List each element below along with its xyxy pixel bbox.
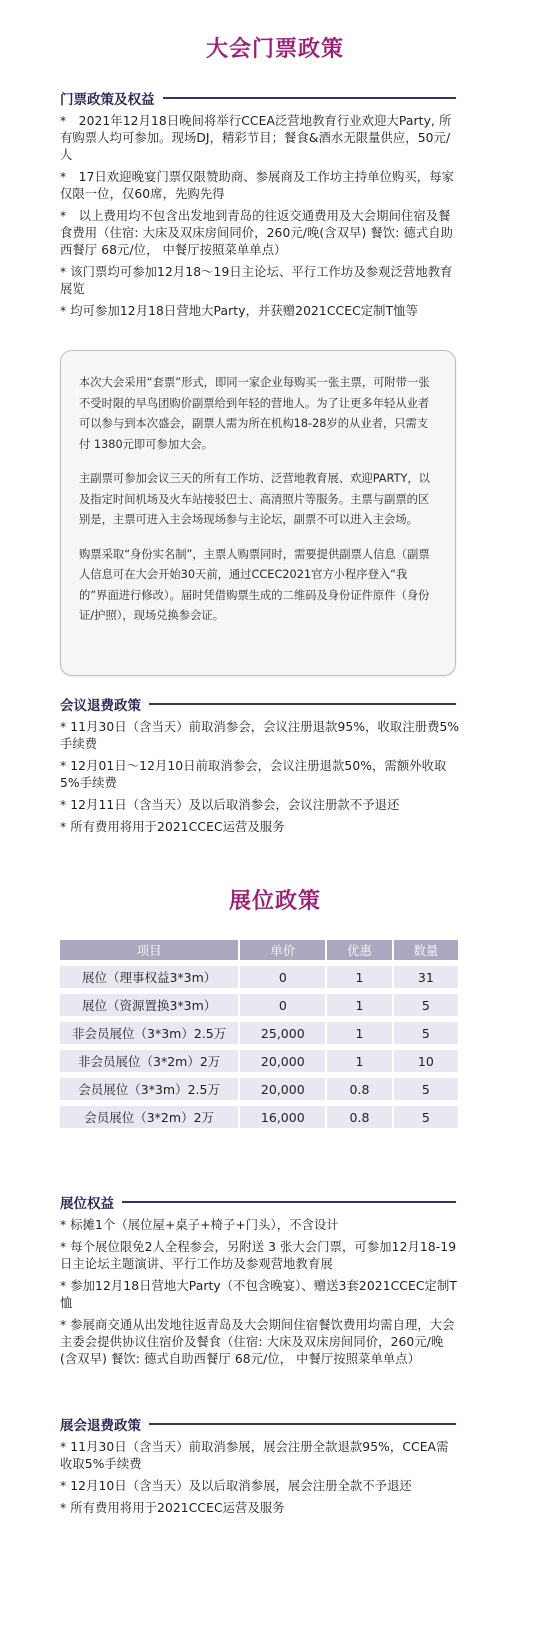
info-paragraph: 主副票可参加会议三天的所有工作坊、泛营地教育展、欢迎PARTY，以及指定时间机场及火车站接驳巴士、高清照片等服务。主票与副票的区别是，主票可进入主会场现场参与主论坛，副票不可以进入主会场。 [79, 472, 430, 526]
table-cell: 5 [392, 1022, 458, 1044]
table-row [60, 1022, 458, 1044]
table-cell: 1 [325, 994, 391, 1016]
list-item: * 11月30日（含当天）前取消参会，会议注册退款95%，收取注册费5%手续费 [60, 720, 460, 751]
package-ticket-info-box [60, 350, 456, 676]
list-item: * 12月10日（含当天）及以后取消参展，展会注册全款不予退还 [60, 1479, 412, 1493]
table-row [60, 1078, 458, 1100]
list-item: * 12月01日～12月10日前取消参会，会议注册退款50%，需额外收取5%手续费 [60, 759, 447, 790]
table-cell: 20,000 [238, 1050, 325, 1072]
list-item: * 以上费用均不包含出发地到青岛的往返交通费用及大会期间住宿及餐食费用（住宿: 大床及双床房间同价，260元/晚(含双早) 餐饮: 德式自助西餐厅 68元/位， 中餐厅按照菜单单点） [60, 209, 454, 257]
expo-refund-heading-label: 展会退费政策 [60, 1418, 141, 1434]
table-row [60, 994, 458, 1016]
info-paragraph: 本次大会采用“套票”形式，即同一家企业每购买一张主票，可附带一张不受时限的早鸟团购价副票给到年轻的营地人。为了让更多年轻从业者可以参与到本次盛会，副票人需为所在机构18-28岁的从业者，只需支付 1380元即可参加大会。 [79, 376, 430, 451]
table-cell: 0.8 [325, 1078, 391, 1100]
table-cell: 0 [238, 994, 325, 1016]
table-cell: 1 [325, 1022, 391, 1044]
column-header-item: 项目 [60, 940, 238, 960]
table-cell: 25,000 [238, 1022, 325, 1044]
table-cell: 会员展位（3*2m）2万 [60, 1106, 238, 1128]
list-item: * 每个展位限免2人全程参会，另附送 3 张大会门票，可参加12月18-19日主论坛主题演讲、平行工作坊及参观营地教育展 [60, 1240, 457, 1271]
table-cell: 非会员展位（3*3m）2.5万 [60, 1022, 238, 1044]
table-cell: 5 [392, 1106, 458, 1128]
meeting-refund-heading-label: 会议退费政策 [60, 698, 141, 714]
booth-rights-heading-label: 展位权益 [60, 1196, 114, 1212]
ticket-policy-list [60, 113, 460, 325]
table-header-row [60, 940, 458, 960]
column-header-discount: 优惠 [325, 940, 391, 960]
booth-rights-heading [60, 1192, 456, 1212]
table-cell: 展位（资源置换3*3m） [60, 994, 238, 1016]
booth-policy-title: 展位政策 [228, 889, 321, 914]
list-item: * 均可参加12月18日营地大Party，并获赠2021CCEC定制T恤等 [60, 304, 418, 318]
expo-refund-heading [60, 1414, 456, 1434]
list-item: * 该门票均可参加12月18～19日主论坛、平行工作坊及参观泛营地教育展览 [60, 265, 453, 296]
list-item: * 参展商交通从出发地往返青岛及大会期间住宿餐饮费用均需自理，大会主委会提供协议住宿价及餐食（住宿: 大床及双床房间同价，260元/晚(含双早) 餐饮: 德式自助西餐厅 68元/位， 中餐厅按照菜单单点） [60, 1318, 455, 1366]
list-item: * 所有费用将用于2021CCEC运营及服务 [60, 1501, 285, 1515]
heading-divider [149, 703, 456, 705]
heading-divider [122, 1201, 456, 1203]
list-item: * 2021年12月18日晚间将举行CCEA泛营地教育行业欢迎大Party, 所有购票人均可参加。现场DJ，精彩节目；餐食&酒水无限量供应，50元/人 [60, 114, 452, 162]
heading-divider [163, 97, 457, 99]
table-cell: 16,000 [238, 1106, 325, 1128]
table-row [60, 1106, 458, 1128]
table-cell: 5 [392, 1078, 458, 1100]
booth-price-table [60, 934, 458, 1134]
info-paragraph: 购票采取“身份实名制”，主票人购票同时，需要提供副票人信息（副票人信息可在大会开始30天前，通过CCEC2021官方小程序登入“我的”界面进行修改）。届时凭借购票生成的二维码及身份证件原件（身份证/护照），现场兑换参会证。 [79, 547, 430, 622]
column-header-price: 单价 [238, 940, 325, 960]
ticket-policy-title: 大会门票政策 [205, 37, 344, 62]
table-cell: 20,000 [238, 1078, 325, 1100]
table-cell: 1 [325, 1050, 391, 1072]
table-row [60, 1050, 458, 1072]
table-cell: 非会员展位（3*2m）2万 [60, 1050, 238, 1072]
heading-divider [149, 1423, 456, 1425]
table-cell: 展位（理事权益3*3m） [60, 966, 238, 988]
table-cell: 1 [325, 966, 391, 988]
list-item: * 11月30日（含当天）前取消参展，展会注册全款退款95%，CCEA需收取5%手续费 [60, 1440, 449, 1471]
meeting-refund-heading [60, 694, 456, 714]
meeting-refund-list [60, 719, 460, 841]
booth-rights-list [60, 1217, 460, 1373]
table-cell: 会员展位（3*3m）2.5万 [60, 1078, 238, 1100]
ticket-policy-heading [60, 88, 456, 108]
list-item: * 参加12月18日营地大Party（不包含晚宴）、赠送3套2021CCEC定制T恤 [60, 1279, 457, 1310]
list-item: * 17日欢迎晚宴门票仅限赞助商、参展商及工作坊主持单位购买，每家仅限一位，仅60席，先购先得 [60, 170, 455, 201]
column-header-quantity: 数量 [392, 940, 458, 960]
list-item: * 12月11日（含当天）及以后取消参会，会议注册款不予退还 [60, 798, 400, 812]
ticket-policy-heading-label: 门票政策及权益 [60, 92, 155, 108]
table-cell: 10 [392, 1050, 458, 1072]
table-cell: 5 [392, 994, 458, 1016]
table-cell: 0 [238, 966, 325, 988]
list-item: * 所有费用将用于2021CCEC运营及服务 [60, 820, 285, 834]
table-cell: 31 [392, 966, 458, 988]
table-cell: 0.8 [325, 1106, 391, 1128]
table-row [60, 966, 458, 988]
expo-refund-list [60, 1439, 460, 1522]
list-item: * 标摊1个（展位屋+桌子+椅子+门头），不含设计 [60, 1218, 339, 1232]
